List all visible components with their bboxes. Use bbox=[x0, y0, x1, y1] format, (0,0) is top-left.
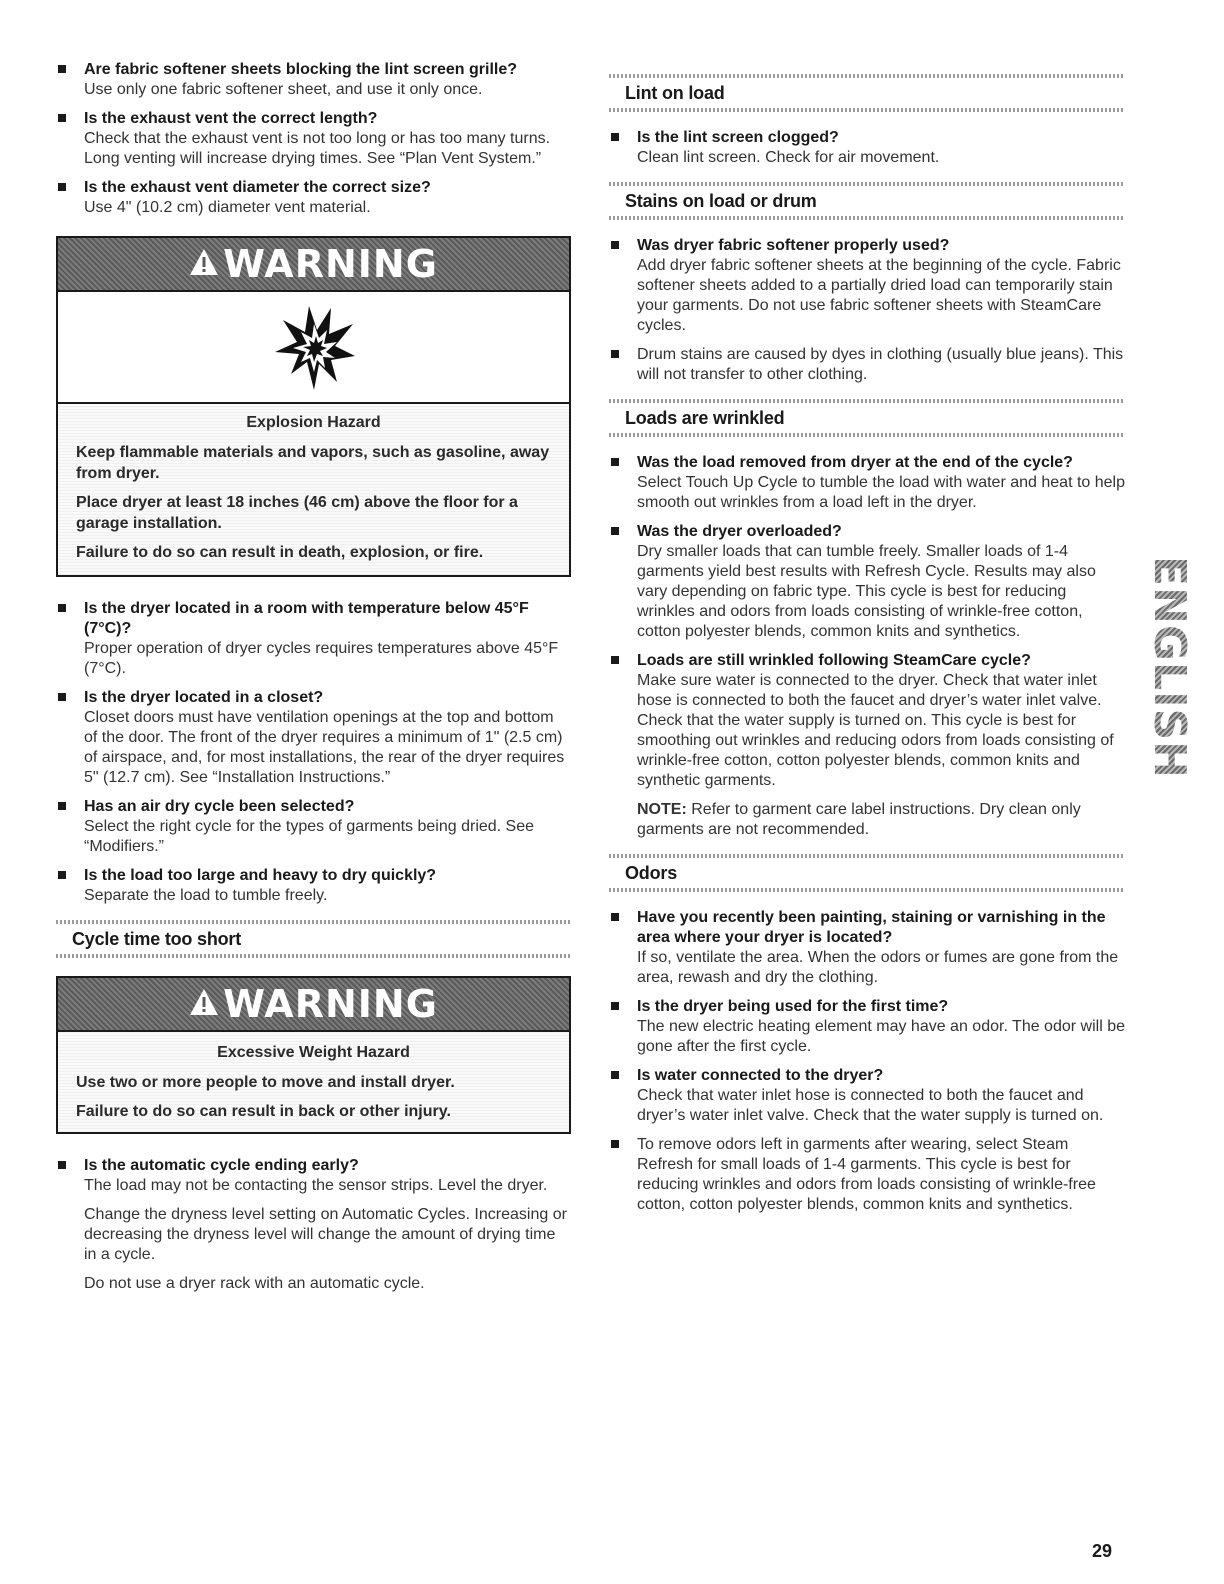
list-item: To remove odors left in garments after wearing, select Steam Refresh for small loads of 1-4 garments. This cycle is best for reducing wrinkles and odors from loads consisting of wrinkle-free cotton, cotton polyester blends, common knits and synthetics. bbox=[609, 1135, 1125, 1215]
list-item: Is the dryer located in a room with temperature below 45°F (7°C)? Proper operation of dryer cycles requires temperatures above 45°F (7°C). bbox=[56, 599, 571, 679]
list-item: Was the load removed from dryer at the end of the cycle? Select Touch Up Cycle to tumble the load with water and heat to help smooth out wrinkles from a load left in the dryer. bbox=[609, 453, 1125, 513]
divider bbox=[609, 108, 1125, 112]
bullet-icon bbox=[611, 133, 619, 141]
bullet-icon bbox=[58, 802, 66, 810]
bullet-icon bbox=[58, 693, 66, 701]
note: NOTE: Refer to garment care label instructions. Dry clean only garments are not recommended. bbox=[637, 801, 1081, 838]
alert-triangle-icon bbox=[189, 982, 219, 1026]
section-title: Cycle time too short bbox=[72, 929, 242, 949]
divider bbox=[56, 954, 571, 958]
bullet-icon bbox=[611, 1002, 619, 1010]
section-title: Lint on load bbox=[625, 83, 725, 103]
divider bbox=[609, 433, 1125, 437]
list-item: Was the dryer overloaded? Dry smaller loads that can tumble freely. Smaller loads of 1-4 garments yield best results with Refresh Cycle. Results may also vary depending on fabric type. This cycle is best for reducing wrinkles and odors from loads consisting of wrinkle-free cotton, cotton polyester blends, common knits and synthetics. bbox=[609, 522, 1125, 642]
bullet-icon bbox=[611, 458, 619, 466]
warning-banner: WARNING bbox=[58, 238, 569, 290]
explosion-warning-box bbox=[56, 236, 571, 577]
explosion-icon bbox=[58, 290, 569, 404]
warning-banner: WARNING bbox=[58, 978, 569, 1030]
right-column bbox=[609, 60, 1125, 1224]
bullet-icon bbox=[611, 1140, 619, 1148]
bullet-icon bbox=[58, 1161, 66, 1169]
list-item: Is the load too large and heavy to dry quickly? Separate the load to tumble freely. bbox=[56, 866, 571, 906]
bullet-icon bbox=[58, 65, 66, 73]
section-cycle-time bbox=[56, 920, 571, 958]
section-title: Stains on load or drum bbox=[625, 191, 817, 211]
bullet-icon bbox=[611, 656, 619, 664]
list-item: Is the lint screen clogged? Clean lint screen. Check for air movement. bbox=[609, 128, 1125, 168]
bullet-icon bbox=[611, 350, 619, 358]
list-item: Is the dryer being used for the first time? The new electric heating element may have an odor. The odor will be gone after the first cycle. bbox=[609, 997, 1125, 1057]
language-tab: ENGLISH bbox=[1143, 555, 1195, 779]
list-item: Is water connected to the dryer? Check that water inlet hose is connected to both the faucet and dryer’s water inlet valve. Check that the water supply is turned on. bbox=[609, 1066, 1125, 1126]
list-item: Has an air dry cycle been selected? Select the right cycle for the types of garments being dried. See “Modifiers.” bbox=[56, 797, 571, 857]
warning-body: Explosion Hazard Keep flammable materials and vapors, such as gasoline, away from dryer. Place dryer at least 18 inches (46 cm) above the floor for a garage installation. Failure to do so can result in death, explosion, or fire. bbox=[58, 404, 569, 575]
bullet-icon bbox=[58, 114, 66, 122]
page-number: 29 bbox=[1092, 1541, 1113, 1561]
weight-warning-box bbox=[56, 976, 571, 1134]
section-wrinkled bbox=[609, 399, 1125, 437]
section-title: Odors bbox=[625, 863, 678, 883]
list-item: Was dryer fabric softener properly used? Add dryer fabric softener sheets at the beginning of the cycle. Fabric softener sheets added to a partially dried load can temporarily stain your garments. Do not use fabric softener sheets with SteamCare cycles. bbox=[609, 236, 1125, 336]
bullet-icon bbox=[58, 604, 66, 612]
left-column bbox=[56, 60, 571, 1303]
bullet-icon bbox=[611, 1071, 619, 1079]
bullet-icon bbox=[611, 527, 619, 535]
list-item: Is the exhaust vent diameter the correct size? Use 4" (10.2 cm) diameter vent material. bbox=[56, 178, 571, 218]
section-odors bbox=[609, 854, 1125, 892]
list-item: Are fabric softener sheets blocking the lint screen grille? Use only one fabric softener sheet, and use it only once. bbox=[56, 60, 571, 100]
bullet-icon bbox=[58, 871, 66, 879]
list-item: Is the dryer located in a closet? Closet doors must have ventilation openings at the top and bottom of the door. The front of the dryer requires a minimum of 1" (2.5 cm) of airspace, and, for most installations, the rear of the dryer requires 5" (12.7 cm). See “Installation Instructions.” bbox=[56, 688, 571, 788]
section-stains bbox=[609, 182, 1125, 220]
list-item: Have you recently been painting, staining or varnishing in the area where your dryer is located? If so, ventilate the area. When the odors or fumes are gone from the area, rewash and dry the clothing. bbox=[609, 908, 1125, 988]
list-item: Is the automatic cycle ending early? The load may not be contacting the sensor strips. Level the dryer. Change the dryness level setting on Automatic Cycles. Increasing or decreasing the dryness level will change the amount of drying time in a cycle. Do not use a dryer rack with an automatic cycle. bbox=[56, 1156, 571, 1294]
divider bbox=[609, 888, 1125, 892]
bullet-icon bbox=[611, 241, 619, 249]
bullet-icon bbox=[58, 183, 66, 191]
list-item: Is the exhaust vent the correct length? Check that the exhaust vent is not too long or has too many turns. Long venting will increase drying times. See “Plan Vent System.” bbox=[56, 109, 571, 169]
section-lint bbox=[609, 74, 1125, 112]
list-item: Loads are still wrinkled following SteamCare cycle? Make sure water is connected to the dryer. Check that water inlet hose is connected to both the faucet and dryer’s water inlet valve. Check that the water supply is turned on. This cycle is best for smoothing out wrinkles and reducing odors from loads consisting of wrinkle-free cotton, cotton polyester blends, common knits and synthetic garments. NOTE: Refer to garment care label instructions. Dry clean only garments are not recommended. bbox=[609, 651, 1125, 840]
divider bbox=[609, 216, 1125, 220]
section-title: Loads are wrinkled bbox=[625, 408, 785, 428]
bullet-icon bbox=[611, 913, 619, 921]
alert-triangle-icon bbox=[189, 242, 219, 286]
warning-body: Excessive Weight Hazard Use two or more people to move and install dryer. Failure to do so can result in back or other injury. bbox=[58, 1030, 569, 1132]
list-item: Drum stains are caused by dyes in clothing (usually blue jeans). This will not transfer to other clothing. bbox=[609, 345, 1125, 385]
